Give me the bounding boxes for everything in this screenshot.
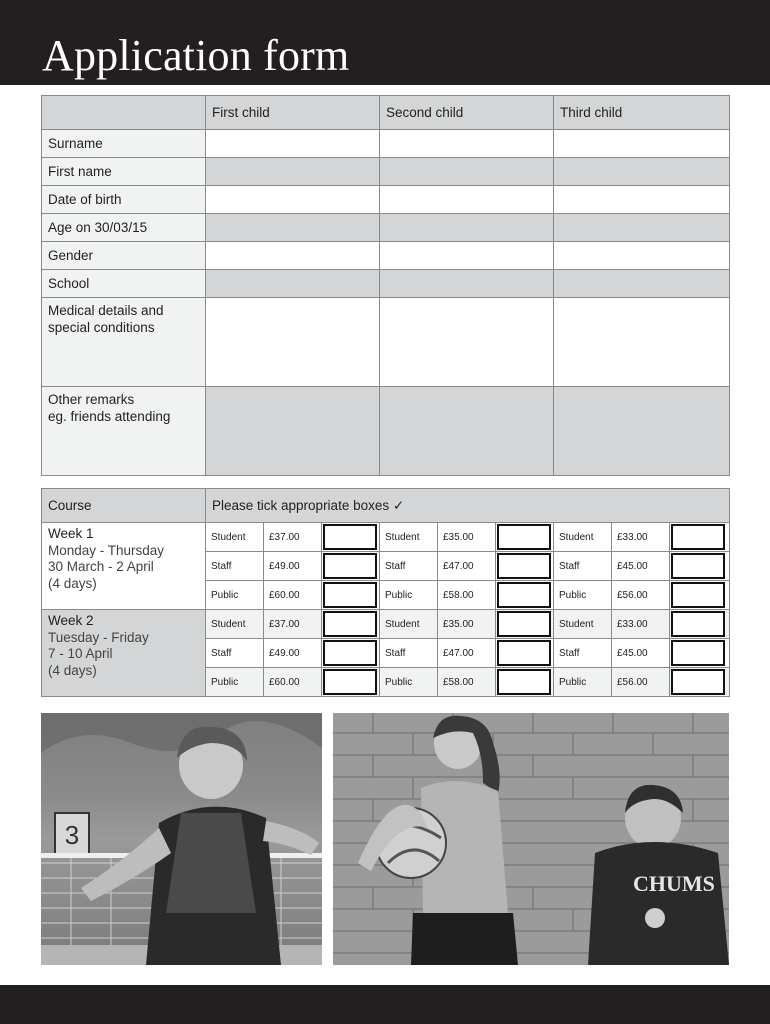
price-type: Student <box>380 610 438 639</box>
row-label: School <box>42 270 206 298</box>
first-name-field-third-child[interactable] <box>554 158 730 186</box>
price-value: £56.00 <box>612 581 670 610</box>
remarks-field-third-child[interactable] <box>554 387 730 476</box>
table-row-surname <box>42 130 730 158</box>
price-type: Student <box>206 523 264 552</box>
price-type: Student <box>206 610 264 639</box>
price-value: £33.00 <box>612 610 670 639</box>
week1-title: Week 1 <box>48 526 94 541</box>
row-label: Date of birth <box>42 186 206 214</box>
remarks-label-line1: Other remarks <box>48 392 135 407</box>
price-value: £60.00 <box>264 581 322 610</box>
table-row-gender <box>42 242 730 270</box>
course-label: Course <box>42 489 206 523</box>
school-field-second-child[interactable] <box>380 270 554 298</box>
tick-box-week1-public-second-child[interactable] <box>497 582 551 608</box>
course-table <box>41 488 730 697</box>
tick-box-week2-staff-first-child[interactable] <box>323 640 377 666</box>
row-label-medical <box>42 298 206 387</box>
tick-box-week1-student-second-child[interactable] <box>497 524 551 550</box>
week2-title: Week 2 <box>48 613 94 628</box>
week1-dates: 30 March - 2 April <box>48 559 154 574</box>
tick-box-week2-public-third-child[interactable] <box>671 669 725 695</box>
price-value: £45.00 <box>612 552 670 581</box>
column-header-first-child: First child <box>206 96 380 130</box>
gender-field-third-child[interactable] <box>554 242 730 270</box>
tick-box-week1-staff-first-child[interactable] <box>323 553 377 579</box>
week2-days: Tuesday - Friday <box>48 629 149 645</box>
week2-length: (4 days) <box>48 662 97 678</box>
surname-field-third-child[interactable] <box>554 130 730 158</box>
remarks-field-first-child[interactable] <box>206 387 380 476</box>
price-type: Staff <box>554 639 612 668</box>
tick-box-week2-student-first-child[interactable] <box>323 611 377 637</box>
price-type: Public <box>206 581 264 610</box>
tick-box-week1-staff-third-child[interactable] <box>671 553 725 579</box>
table-row-date-of-birth <box>42 186 730 214</box>
table-header-row <box>42 96 730 130</box>
gender-field-second-child[interactable] <box>380 242 554 270</box>
row-label: Gender <box>42 242 206 270</box>
medical-field-second-child[interactable] <box>380 298 554 387</box>
medical-label-line2: special conditions <box>48 320 155 335</box>
price-value: £37.00 <box>264 610 322 639</box>
price-value: £49.00 <box>264 552 322 581</box>
price-type: Student <box>380 523 438 552</box>
surname-field-second-child[interactable] <box>380 130 554 158</box>
tick-box-week1-public-first-child[interactable] <box>323 582 377 608</box>
price-type: Student <box>554 610 612 639</box>
svg-text:3: 3 <box>64 820 80 850</box>
price-type: Staff <box>206 552 264 581</box>
children-playing-ball-photo <box>333 713 729 965</box>
tick-box-week2-student-third-child[interactable] <box>671 611 725 637</box>
price-value: £60.00 <box>264 668 322 697</box>
column-header-third-child: Third child <box>554 96 730 130</box>
first-name-field-second-child[interactable] <box>380 158 554 186</box>
table-row-medical <box>42 298 730 387</box>
age-field-third-child[interactable] <box>554 214 730 242</box>
row-label: Surname <box>42 130 206 158</box>
week1-days: Monday - Thursday <box>48 542 165 558</box>
first-name-field-first-child[interactable] <box>206 158 380 186</box>
dob-field-first-child[interactable] <box>206 186 380 214</box>
tick-box-week2-public-first-child[interactable] <box>323 669 377 695</box>
tick-box-week1-student-first-child[interactable] <box>323 524 377 550</box>
tick-box-week2-public-second-child[interactable] <box>497 669 551 695</box>
age-field-first-child[interactable] <box>206 214 380 242</box>
page-title: Application form <box>42 31 350 80</box>
remarks-field-second-child[interactable] <box>380 387 554 476</box>
page-header <box>0 0 770 85</box>
dob-field-third-child[interactable] <box>554 186 730 214</box>
price-type: Public <box>380 581 438 610</box>
school-field-first-child[interactable] <box>206 270 380 298</box>
price-value: £58.00 <box>438 668 496 697</box>
header-blank-cell <box>42 96 206 130</box>
row-label-remarks <box>42 387 206 476</box>
dob-field-second-child[interactable] <box>380 186 554 214</box>
gender-field-first-child[interactable] <box>206 242 380 270</box>
week1-length: (4 days) <box>48 575 97 591</box>
medical-field-third-child[interactable] <box>554 298 730 387</box>
price-value: £45.00 <box>612 639 670 668</box>
price-value: £49.00 <box>264 639 322 668</box>
price-type: Public <box>554 581 612 610</box>
price-type: Staff <box>380 552 438 581</box>
price-value: £47.00 <box>438 639 496 668</box>
row-label: Age on 30/03/15 <box>42 214 206 242</box>
table-row-age <box>42 214 730 242</box>
tick-box-week1-public-third-child[interactable] <box>671 582 725 608</box>
week1-row-student <box>42 523 730 552</box>
price-type: Public <box>206 668 264 697</box>
table-row-first-name <box>42 158 730 186</box>
price-type: Public <box>554 668 612 697</box>
tick-box-week2-student-second-child[interactable] <box>497 611 551 637</box>
tick-box-week2-staff-third-child[interactable] <box>671 640 725 666</box>
table-row-remarks <box>42 387 730 476</box>
shirt-text: CHUMS <box>633 871 715 896</box>
price-value: £58.00 <box>438 581 496 610</box>
row-label: First name <box>42 158 206 186</box>
children-details-table <box>41 95 730 476</box>
medical-label-line1: Medical details and <box>48 303 164 318</box>
price-value: £35.00 <box>438 610 496 639</box>
week2-dates: 7 - 10 April <box>48 646 113 661</box>
tick-box-week1-student-third-child[interactable] <box>671 524 725 550</box>
remarks-label-line2: eg. friends attending <box>48 409 171 424</box>
week2-row-student <box>42 610 730 639</box>
age-field-second-child[interactable] <box>380 214 554 242</box>
table-row-school <box>42 270 730 298</box>
price-value: £35.00 <box>438 523 496 552</box>
surname-field-first-child[interactable] <box>206 130 380 158</box>
price-type: Public <box>380 668 438 697</box>
school-field-third-child[interactable] <box>554 270 730 298</box>
price-type: Student <box>554 523 612 552</box>
course-header-row <box>42 489 730 523</box>
price-value: £33.00 <box>612 523 670 552</box>
week2-description <box>42 610 206 697</box>
price-value: £37.00 <box>264 523 322 552</box>
price-type: Staff <box>554 552 612 581</box>
price-type: Staff <box>206 639 264 668</box>
price-type: Staff <box>380 639 438 668</box>
medical-field-first-child[interactable] <box>206 298 380 387</box>
column-header-second-child: Second child <box>380 96 554 130</box>
tick-instruction: Please tick appropriate boxes ✓ <box>206 489 730 523</box>
tick-box-week2-staff-second-child[interactable] <box>497 640 551 666</box>
price-value: £47.00 <box>438 552 496 581</box>
week1-description <box>42 523 206 610</box>
price-value: £56.00 <box>612 668 670 697</box>
page-footer <box>0 985 770 1024</box>
tick-box-week1-staff-second-child[interactable] <box>497 553 551 579</box>
boy-playing-football-photo <box>41 713 322 965</box>
